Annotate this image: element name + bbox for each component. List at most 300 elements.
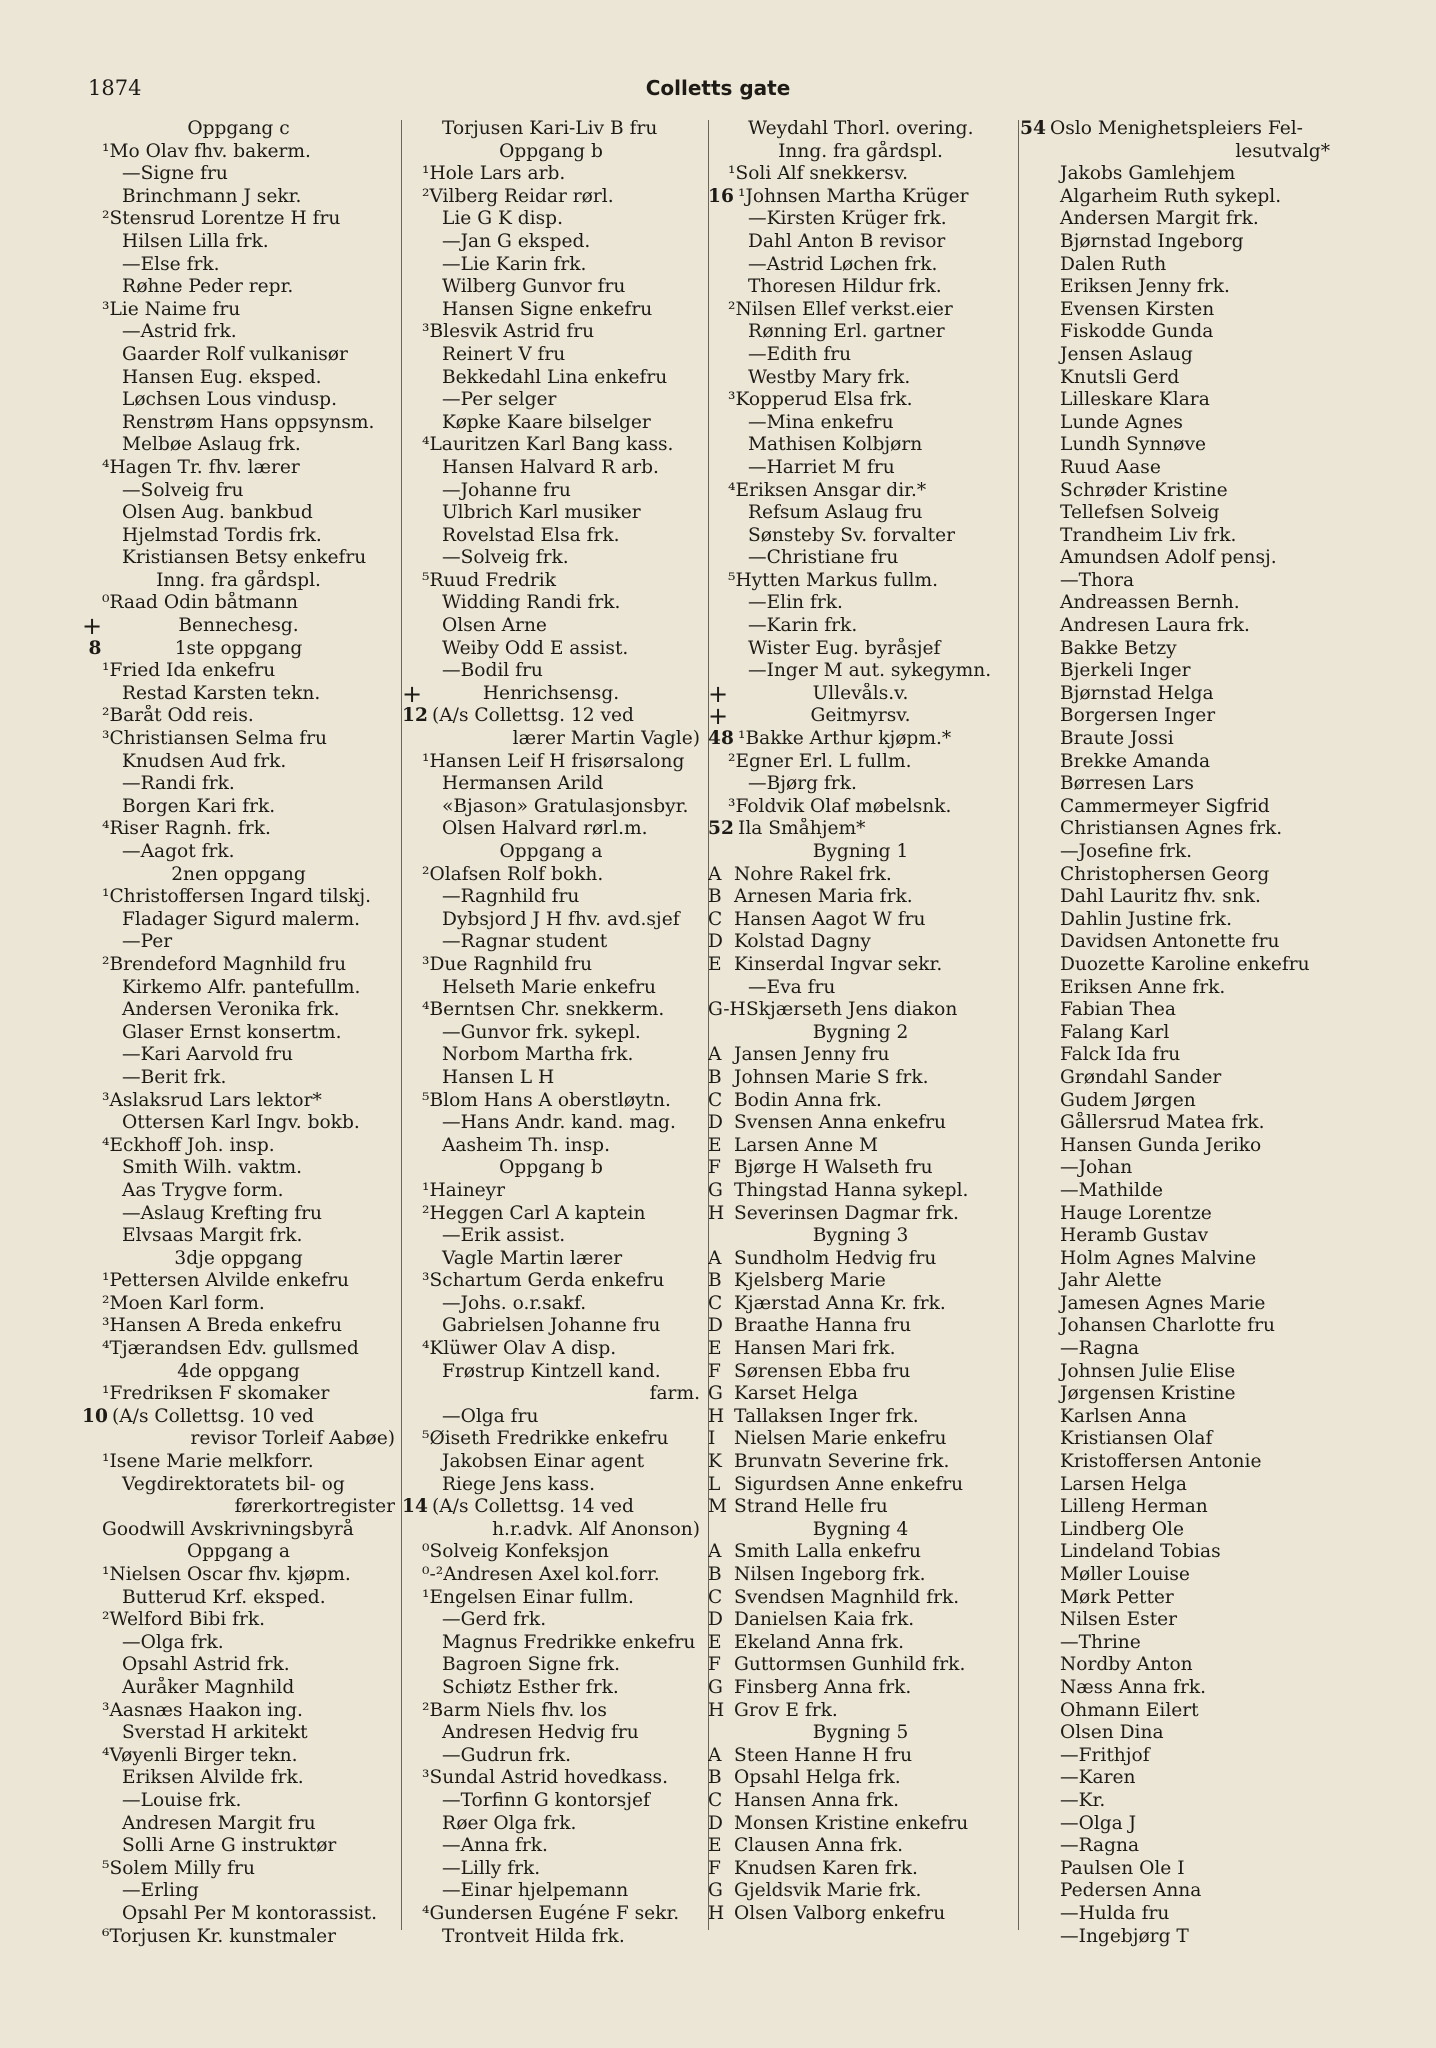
- directory-entry: [402, 1090, 700, 1113]
- entry-text: Ekeland Anna frk.: [734, 1631, 904, 1653]
- directory-entry: [1020, 1293, 1330, 1316]
- directory-entry: [82, 457, 395, 480]
- entry-text: 3dje oppgang: [174, 1247, 303, 1269]
- entry-text: ³Aasnæs Haakon ing.: [102, 1699, 303, 1721]
- entry-text: Andresen Margit fru: [122, 1812, 316, 1834]
- entry-text: Helseth Marie enkefru: [442, 976, 656, 998]
- directory-entry: [1020, 1225, 1330, 1248]
- directory-entry: [708, 186, 1013, 209]
- entry-text: Andreassen Bernh.: [1060, 592, 1240, 614]
- entry-text: Opsahl Per M kontorassist.: [122, 1902, 378, 1924]
- directory-entry: [1020, 547, 1330, 570]
- directory-entry: [708, 1474, 1013, 1497]
- directory-entry: [1020, 1700, 1330, 1723]
- continuation-line: [82, 1428, 395, 1451]
- directory-entry: [708, 864, 1013, 887]
- entry-text: —Astrid frk.: [122, 321, 237, 343]
- directory-entry: [402, 1203, 700, 1226]
- cross-street-icon: +: [708, 705, 729, 729]
- entry-text: Fladager Sigurd malerm.: [122, 908, 360, 930]
- directory-entry: [82, 502, 395, 525]
- entry-text: ⁴Lauritzen Karl Bang kass.: [422, 434, 674, 456]
- directory-entry: [1020, 1361, 1330, 1384]
- directory-entry: [402, 954, 700, 977]
- directory-entry: [82, 977, 395, 1000]
- entry-text: ⁴Berntsen Chr. snekkerm.: [422, 999, 665, 1021]
- directory-entry: [1020, 1564, 1330, 1587]
- directory-entry: [708, 1180, 1013, 1203]
- directory-entry: [82, 1044, 395, 1067]
- entry-text: ⁰Raad Odin båtmann: [102, 592, 298, 614]
- entry-text: Karlsen Anna: [1060, 1405, 1187, 1427]
- directory-entry: [402, 1541, 700, 1564]
- entry-text: ⁴Hagen Tr. fhv. lærer: [102, 456, 300, 478]
- entry-text: Geitmyrsv.: [810, 705, 911, 727]
- directory-entry: [708, 1338, 1013, 1361]
- directory-entry: [402, 1474, 700, 1497]
- entry-text: Kirkemo Alfr. pantefullm.: [122, 976, 361, 998]
- building-letter: A: [708, 1541, 722, 1563]
- directory-entry: [82, 1180, 395, 1203]
- directory-entry: [402, 1361, 700, 1384]
- directory-entry: [82, 525, 395, 548]
- entry-text: Dybsjord J H fhv. avd.sjef: [442, 908, 680, 930]
- entry-text: Bygning 3: [812, 1225, 909, 1247]
- directory-entry: [1020, 1044, 1330, 1067]
- directory-entry: [708, 1587, 1013, 1610]
- entry-text: Bakke Betzy: [1060, 637, 1177, 659]
- directory-entry: [82, 1632, 395, 1655]
- entry-text: Karset Helga: [734, 1383, 858, 1405]
- entry-text: Jensen Aslaug: [1060, 343, 1193, 365]
- directory-entry: [82, 186, 395, 209]
- entry-text: (A/s Collettsg. 14 ved: [432, 1496, 634, 1518]
- entry-text: Lindeland Tobias: [1060, 1541, 1221, 1563]
- section-heading: [82, 864, 395, 887]
- entry-text: —Olga J: [1060, 1812, 1137, 1834]
- entry-text: —Ragna: [1060, 1835, 1140, 1857]
- directory-entry: [708, 886, 1013, 909]
- directory-entry: [82, 818, 395, 841]
- directory-entry: [1020, 638, 1330, 661]
- entry-text: Hansen L H: [442, 1066, 555, 1088]
- directory-entry: [1020, 480, 1330, 503]
- directory-entry: [82, 1926, 395, 1949]
- entry-text: —Lilly frk.: [442, 1857, 541, 1879]
- building-letter: C: [708, 1586, 723, 1608]
- directory-entry: [402, 1022, 700, 1045]
- directory-entry: [708, 1361, 1013, 1384]
- entry-text: Schrøder Kristine: [1060, 479, 1228, 501]
- directory-entry: [708, 231, 1013, 254]
- entry-text: Fabian Thea: [1060, 999, 1177, 1021]
- directory-entry: [708, 1135, 1013, 1158]
- entry-text: Schiøtz Esther frk.: [442, 1676, 619, 1698]
- entry-text: revisor Torleif Aabøe): [190, 1428, 395, 1450]
- entry-text: —Mina enkefru: [748, 411, 894, 433]
- directory-entry: [82, 1903, 395, 1926]
- directory-entry: [1020, 1767, 1330, 1790]
- directory-entry: [82, 412, 395, 435]
- directory-entry: [402, 276, 700, 299]
- entry-text: Bygning 4: [812, 1518, 909, 1540]
- entry-text: ²Baråt Odd reis.: [102, 705, 254, 727]
- directory-entry: [1020, 118, 1330, 141]
- entry-text: Sønsteby Sv. forvalter: [748, 524, 955, 546]
- directory-entry: [1020, 931, 1330, 954]
- entry-text: Braathe Hanna fru: [734, 1315, 912, 1337]
- directory-entry: [1020, 1180, 1330, 1203]
- entry-text: Bjørnstad Helga: [1060, 682, 1214, 704]
- directory-entry: [708, 163, 1013, 186]
- entry-text: Braute Jossi: [1060, 728, 1174, 750]
- entry-text: —Gunvor frk. sykepl.: [442, 1021, 641, 1043]
- directory-entry: [708, 592, 1013, 615]
- entry-text: Butterud Krf. eksped.: [122, 1586, 326, 1608]
- entry-text: Nilsen Ester: [1060, 1609, 1178, 1631]
- directory-entry: [82, 1835, 395, 1858]
- entry-text: Dahl Anton B revisor: [748, 230, 946, 252]
- entry-text: Oppgang a: [187, 1541, 290, 1563]
- building-letter: H: [708, 1405, 725, 1427]
- directory-entry: [402, 118, 700, 141]
- entry-text: Sundholm Hedvig fru: [734, 1247, 937, 1269]
- house-number: 54: [1020, 118, 1046, 139]
- directory-entry: [708, 344, 1013, 367]
- directory-entry: [1020, 751, 1330, 774]
- entry-text: 1ste oppgang: [174, 637, 303, 659]
- entry-text: Lilleskare Klara: [1060, 389, 1210, 411]
- directory-entry: [402, 163, 700, 186]
- entry-text: Opsahl Helga frk.: [734, 1767, 901, 1789]
- building-letter: C: [708, 908, 723, 930]
- building-letter: G: [708, 1676, 723, 1698]
- directory-entry: [708, 434, 1013, 457]
- directory-entry: [402, 1722, 700, 1745]
- entry-text: Duozette Karoline enkefru: [1060, 953, 1310, 975]
- entry-text: —Johs. o.r.sakf.: [442, 1292, 587, 1314]
- entry-text: ¹Isene Marie melkforr.: [102, 1451, 314, 1473]
- directory-entry: [82, 886, 395, 909]
- entry-text: Glaser Ernst konsertm.: [122, 1021, 342, 1043]
- directory-entry: [1020, 818, 1330, 841]
- entry-text: —Eva fru: [748, 976, 836, 998]
- entry-text: —Olga frk.: [122, 1631, 224, 1653]
- directory-entry: [82, 1293, 395, 1316]
- cross-street-icon: +: [708, 682, 729, 706]
- directory-entry: [708, 1067, 1013, 1090]
- directory-entry: [708, 1428, 1013, 1451]
- directory-entry: [402, 1248, 700, 1271]
- entry-text: —Christiane fru: [748, 547, 899, 569]
- directory-entry: [1020, 1022, 1330, 1045]
- entry-text: Andersen Veronika frk.: [122, 999, 340, 1021]
- directory-entry: [708, 254, 1013, 277]
- directory-entry: [708, 954, 1013, 977]
- directory-entry: [402, 186, 700, 209]
- page-number: 1874: [88, 76, 142, 100]
- entry-text: —Torfinn G kontorsjef: [442, 1789, 650, 1811]
- entry-text: ²Heggen Carl A kaptein: [422, 1202, 646, 1224]
- entry-text: Paulsen Ole I: [1060, 1857, 1185, 1879]
- entry-text: Oppgang a: [499, 841, 603, 862]
- directory-entry: [1020, 254, 1330, 277]
- directory-entry: [1020, 1406, 1330, 1429]
- entry-text: —Harriet M fru: [748, 456, 895, 478]
- entry-text: Arnesen Maria frk.: [734, 886, 913, 908]
- entry-text: Smith Lalla enkefru: [734, 1541, 921, 1563]
- entry-text: Johansen Charlotte fru: [1060, 1315, 1276, 1337]
- entry-text: ¹Pettersen Alvilde enkefru: [102, 1270, 349, 1292]
- directory-entry: [402, 1790, 700, 1813]
- entry-text: ¹Fried Ida enkefru: [102, 660, 276, 682]
- section-heading: [708, 1225, 1013, 1248]
- entry-text: Næss Anna frk.: [1060, 1676, 1207, 1698]
- directory-entry: [1020, 1112, 1330, 1135]
- entry-text: ⁵Hytten Markus fullm.: [728, 569, 939, 591]
- section-heading: [82, 1361, 395, 1384]
- directory-entry: [82, 389, 395, 412]
- directory-entry: [402, 1067, 700, 1090]
- directory-entry: [82, 705, 395, 728]
- entry-text: Ila Småhjem*: [738, 818, 866, 840]
- directory-entry: [402, 751, 700, 774]
- house-number: 10: [82, 1405, 108, 1427]
- directory-entry: [82, 660, 395, 683]
- entry-text: Dahlin Justine frk.: [1060, 908, 1232, 930]
- directory-entry: [1020, 1903, 1330, 1926]
- directory-entry: [708, 1700, 1013, 1723]
- directory-entry: [402, 389, 700, 412]
- section-heading: [708, 705, 1013, 728]
- entry-text: Rovelstad Elsa frk.: [442, 524, 620, 546]
- entry-text: Westby Mary frk.: [748, 366, 911, 388]
- entry-text: ²Barm Niels fhv. los: [422, 1699, 607, 1721]
- entry-text: Gabrielsen Johanne fru: [442, 1315, 661, 1337]
- entry-text: Henrichsensg.: [482, 682, 620, 704]
- directory-entry: [1020, 999, 1330, 1022]
- entry-text: Lunde Agnes: [1060, 411, 1183, 433]
- entry-text: Nilsen Ingeborg frk.: [734, 1564, 926, 1585]
- directory-entry: [708, 638, 1013, 661]
- entry-text: Lie G K disp.: [442, 208, 563, 230]
- directory-entry: [708, 1654, 1013, 1677]
- entry-text: ²Brendeford Magnhild fru: [102, 953, 347, 975]
- directory-entry: [82, 1383, 395, 1406]
- entry-text: Knudsen Karen frk.: [734, 1857, 918, 1879]
- directory-entry: [402, 367, 700, 390]
- directory-entry: [82, 1700, 395, 1723]
- entry-text: Olsen Halvard rørl.m.: [442, 818, 648, 840]
- entry-text: —Gudrun frk.: [442, 1744, 572, 1766]
- directory-entry: [1020, 412, 1330, 435]
- entry-text: ²Stensrud Lorentze H fru: [102, 208, 341, 230]
- entry-text: Gållersrud Matea frk.: [1060, 1112, 1265, 1134]
- directory-entry: [82, 480, 395, 503]
- column-4: [1020, 118, 1330, 1948]
- entry-text: Mathisen Kolbjørn: [748, 434, 923, 456]
- directory-entry: [1020, 299, 1330, 322]
- column-1: [82, 118, 395, 1948]
- directory-entry: [402, 547, 700, 570]
- building-letter: A: [708, 1744, 722, 1766]
- directory-entry: [1020, 841, 1330, 864]
- entry-text: Bygning 1: [812, 841, 909, 862]
- directory-entry: [708, 1632, 1013, 1655]
- entry-text: Knudsen Aud frk.: [122, 750, 287, 772]
- section-heading: [708, 1022, 1013, 1045]
- section-heading: [708, 841, 1013, 864]
- entry-text: (A/s Collettsg. 10 ved: [112, 1405, 314, 1427]
- entry-text: Kristoffersen Antonie: [1060, 1451, 1262, 1473]
- directory-entry: [708, 276, 1013, 299]
- directory-entry: [1020, 1157, 1330, 1180]
- entry-text: —Bodil fru: [442, 660, 543, 682]
- entry-text: Dahl Lauritz fhv. snk.: [1060, 886, 1261, 908]
- directory-entry: [708, 367, 1013, 390]
- directory-entry: [1020, 276, 1330, 299]
- directory-entry: [1020, 1496, 1330, 1519]
- entry-text: Inng. fra gårdspl.: [156, 569, 321, 591]
- entry-text: ¹Nielsen Oscar fhv. kjøpm.: [102, 1564, 351, 1585]
- directory-entry: [708, 1564, 1013, 1587]
- entry-text: Guttormsen Gunhild frk.: [734, 1654, 966, 1676]
- directory-entry: [82, 1677, 395, 1700]
- directory-entry: [708, 1903, 1013, 1926]
- directory-entry: [402, 796, 700, 819]
- directory-entry: [82, 1090, 395, 1113]
- entry-text: ¹Mo Olav fhv. bakerm.: [102, 140, 311, 162]
- entry-text: Bjørnstad Ingeborg: [1060, 230, 1244, 252]
- directory-entry: [1020, 1926, 1330, 1949]
- entry-text: Algarheim Ruth sykepl.: [1060, 185, 1282, 207]
- directory-entry: [82, 434, 395, 457]
- building-letter: D: [708, 1812, 723, 1834]
- entry-text: Hilsen Lilla frk.: [122, 230, 269, 252]
- directory-entry: [82, 1813, 395, 1836]
- entry-text: Eriksen Alvilde frk.: [122, 1767, 304, 1789]
- entry-text: Aas Trygve form.: [122, 1179, 284, 1201]
- entry-text: ⁵Blom Hans A oberstløytn.: [422, 1089, 671, 1111]
- building-letter: E: [708, 1338, 722, 1360]
- entry-text: Dalen Ruth: [1060, 253, 1167, 275]
- entry-text: ³Foldvik Olaf møbelsnk.: [728, 795, 952, 817]
- entry-text: Solli Arne G instruktør: [122, 1835, 337, 1857]
- entry-text: —Inger M aut. sykegymn.: [748, 660, 992, 682]
- directory-entry: [1020, 570, 1330, 593]
- directory-entry: [402, 615, 700, 638]
- directory-entry: [402, 931, 700, 954]
- entry-text: —Frithjof: [1060, 1744, 1150, 1766]
- entry-text: Røer Olga frk.: [442, 1812, 577, 1834]
- entry-text: Melbøe Aslaug frk.: [122, 434, 301, 456]
- entry-text: —Louise frk.: [122, 1789, 242, 1811]
- directory-entry: [1020, 705, 1330, 728]
- entry-text: Christophersen Georg: [1060, 863, 1270, 885]
- column-3: [708, 118, 1013, 1926]
- entry-text: Reinert V fru: [442, 343, 566, 365]
- entry-text: Kristiansen Betsy enkefru: [122, 547, 367, 569]
- entry-text: Christiansen Agnes frk.: [1060, 818, 1283, 840]
- directory-entry: [82, 1022, 395, 1045]
- directory-entry: [708, 796, 1013, 819]
- entry-text: Brunvatn Severine frk.: [734, 1451, 950, 1473]
- directory-entry: [1020, 1135, 1330, 1158]
- directory-entry: [402, 1315, 700, 1338]
- entry-text: ³Sundal Astrid hovedkass.: [422, 1767, 669, 1789]
- directory-entry: [82, 1203, 395, 1226]
- directory-entry: [708, 1248, 1013, 1271]
- directory-entry: [82, 276, 395, 299]
- entry-text: ⁵Øiseth Fredrikke enkefru: [422, 1428, 669, 1450]
- entry-text: Hansen Anna frk.: [734, 1789, 900, 1811]
- entry-text: Røhne Peder repr.: [122, 276, 294, 298]
- entry-text: Grov E frk.: [734, 1699, 838, 1721]
- directory-entry: [708, 1496, 1013, 1519]
- directory-entry: [1020, 163, 1330, 186]
- entry-text: Løchsen Lous vindusp.: [122, 389, 337, 411]
- directory-entry: [1020, 615, 1330, 638]
- directory-entry: [1020, 434, 1330, 457]
- entry-text: ¹Soli Alf snekkersv.: [728, 163, 909, 185]
- directory-entry: [708, 480, 1013, 503]
- entry-text: Oppgang b: [499, 140, 603, 162]
- directory-entry: [82, 344, 395, 367]
- entry-text: —Anna frk.: [442, 1835, 548, 1857]
- entry-text: Andersen Margit frk.: [1060, 208, 1259, 230]
- directory-entry: [708, 1858, 1013, 1881]
- house-number: 12: [402, 705, 428, 727]
- entry-text: ¹Bakke Arthur kjøpm.*: [738, 728, 952, 750]
- entry-text: —Per: [122, 931, 173, 953]
- entry-text: —Hulda fru: [1060, 1902, 1170, 1924]
- building-letter: E: [708, 1631, 722, 1653]
- building-letter: F: [708, 1857, 721, 1879]
- directory-entry: [402, 1338, 700, 1361]
- section-heading: [708, 141, 1013, 164]
- directory-entry: [82, 1767, 395, 1790]
- directory-entry: [1020, 389, 1330, 412]
- section-heading: [82, 570, 395, 593]
- section-heading: [82, 118, 395, 141]
- entry-text: Eriksen Anne frk.: [1060, 976, 1226, 998]
- entry-text: —Karen: [1060, 1767, 1136, 1789]
- entry-text: Olsen Arne: [442, 615, 547, 637]
- directory-entry: [82, 1270, 395, 1293]
- entry-text: Weiby Odd E assist.: [442, 637, 629, 659]
- entry-text: ³Hansen A Breda enkefru: [102, 1315, 342, 1337]
- directory-entry: [708, 660, 1013, 683]
- entry-text: Holm Agnes Malvine: [1060, 1247, 1257, 1269]
- entry-text: Larsen Helga: [1060, 1473, 1187, 1495]
- directory-entry: [402, 231, 700, 254]
- entry-text: Svendsen Magnhild frk.: [734, 1586, 960, 1608]
- section-heading: [82, 615, 395, 638]
- directory-entry: [708, 1609, 1013, 1632]
- house-number: 48: [708, 728, 734, 750]
- building-letter: G: [708, 1179, 723, 1201]
- directory-entry: [708, 1270, 1013, 1293]
- directory-entry: [402, 321, 700, 344]
- entry-text: ¹Johnsen Martha Krüger: [738, 185, 969, 207]
- building-letter: E: [708, 953, 722, 975]
- section-heading: [402, 1157, 700, 1180]
- entry-text: —Berit frk.: [122, 1066, 227, 1088]
- directory-entry: [1020, 367, 1330, 390]
- directory-entry: [402, 818, 700, 841]
- directory-entry: [1020, 1745, 1330, 1768]
- directory-entry: [1020, 864, 1330, 887]
